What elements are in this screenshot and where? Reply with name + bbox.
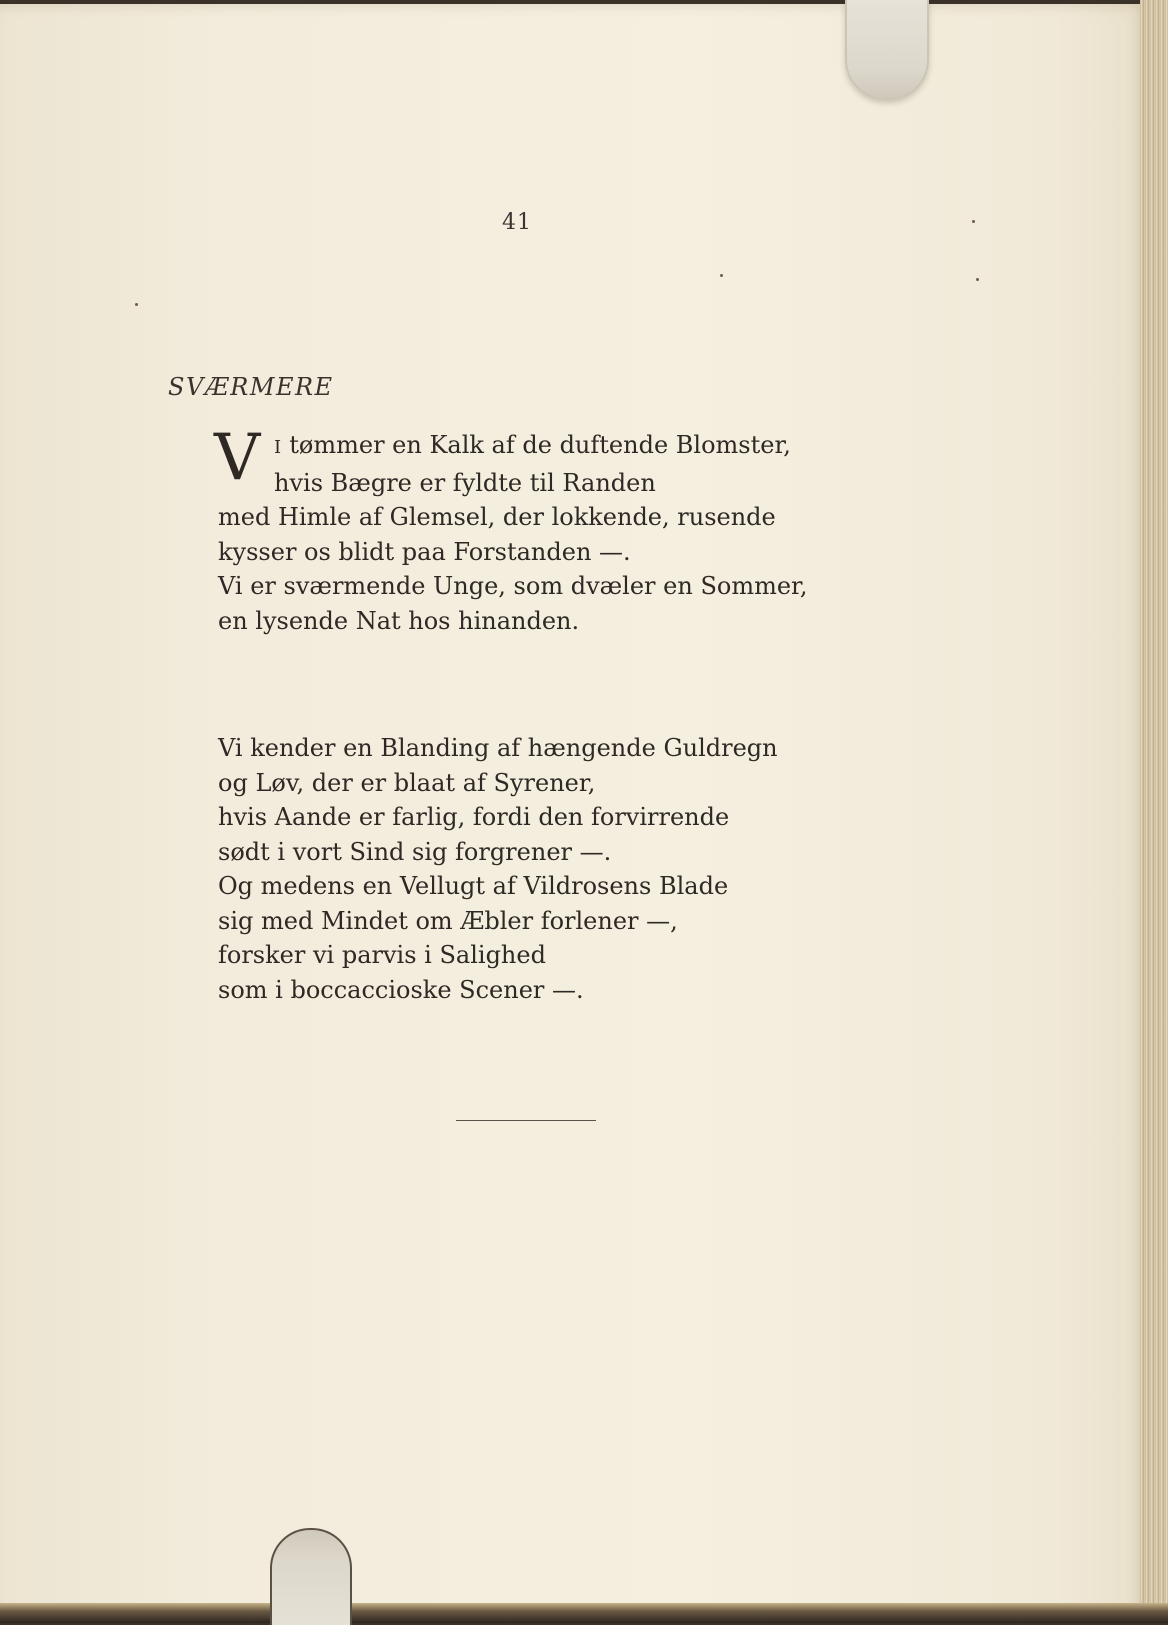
stanza-1 xyxy=(214,421,808,638)
paper-speck xyxy=(135,303,138,306)
poem-line: kysser os blidt paa Forstanden —. xyxy=(218,537,631,566)
poem-line: Og medens en Vellugt af Vildrosens Blade xyxy=(218,872,729,900)
page-clip-top xyxy=(845,0,929,100)
paper-speck xyxy=(976,278,979,281)
poem-line: Vi kender en Blanding af hængende Guldregn xyxy=(218,734,778,762)
page-edge-stack xyxy=(1140,0,1168,1623)
page-clip-bottom xyxy=(270,1528,352,1625)
poem-line: med Himle af Glemsel, der lokkende, rusende xyxy=(218,503,776,531)
poem-line: som i boccaccioske Scener —. xyxy=(218,975,584,1004)
stanza-2 xyxy=(218,731,778,1007)
poem-line: hvis Bægre er fyldte til Randen xyxy=(274,468,656,497)
book-bottom-edge xyxy=(0,1603,1168,1623)
paper-speck xyxy=(720,274,723,277)
poem-line: hvis Aande er farlig, fordi den forvirrende xyxy=(218,803,730,831)
page-number: 41 xyxy=(502,210,532,235)
small-caps-letter: I xyxy=(274,437,282,458)
poem-line-text: tømmer en Kalk af de duftende Blomster, xyxy=(289,431,791,459)
paper-speck xyxy=(972,220,975,223)
poem-line xyxy=(218,428,808,466)
poem-title: SVÆRMERE xyxy=(168,373,334,401)
poem-line: forsker vi parvis i Salighed xyxy=(218,941,546,969)
poem-line: en lysende Nat hos hinanden. xyxy=(218,606,580,635)
poem-line: sødt i vort Sind sig forgrener —. xyxy=(218,837,612,866)
end-rule xyxy=(456,1120,596,1121)
poem-line: sig med Mindet om Æbler forlener —, xyxy=(218,906,678,935)
drop-cap: V xyxy=(214,421,261,495)
poem-line: og Løv, der er blaat af Syrener, xyxy=(218,768,596,797)
poem-line: Vi er sværmende Unge, som dvæler en Sommer, xyxy=(218,572,808,600)
